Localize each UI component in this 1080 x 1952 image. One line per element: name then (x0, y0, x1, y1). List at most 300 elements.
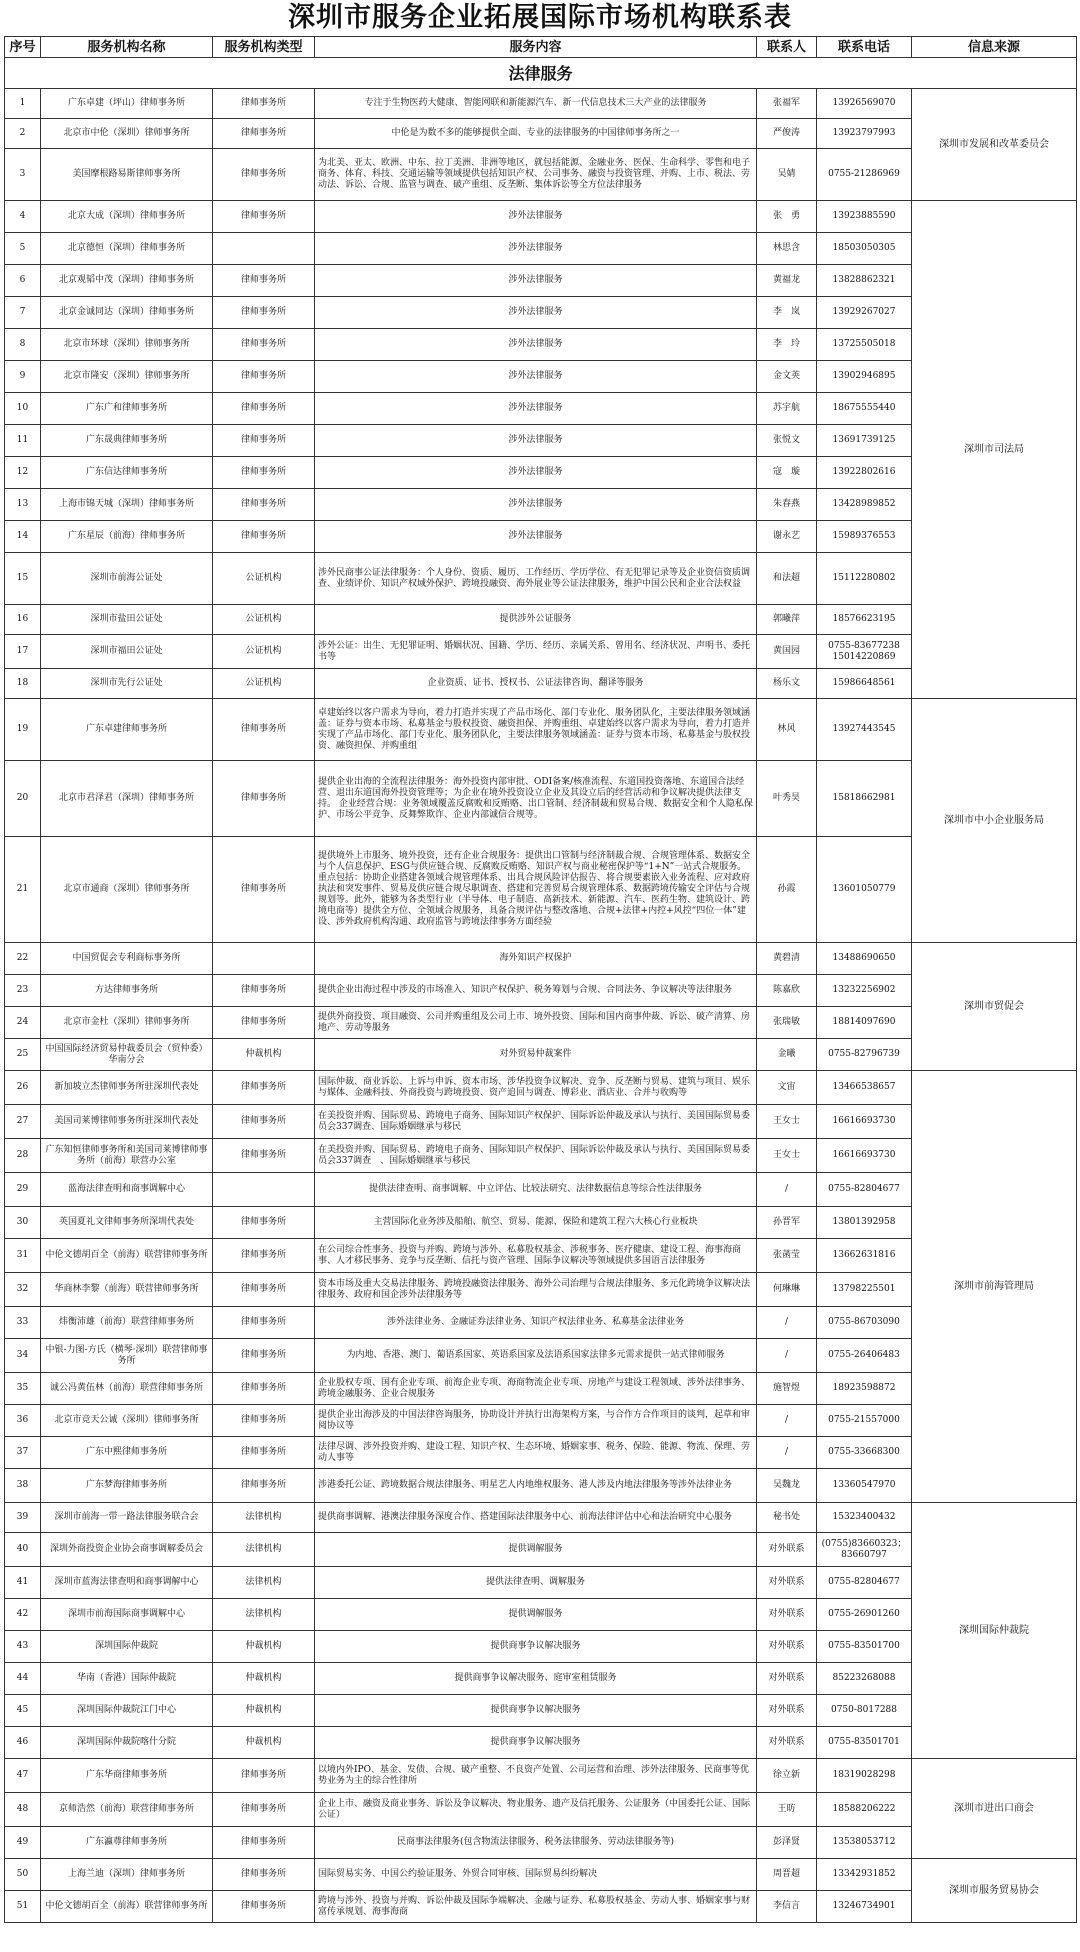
row-index: 24 (5, 1007, 41, 1039)
service-content: 涉外法律服务 (315, 521, 757, 553)
contact-person: 彭泽贤 (757, 1827, 817, 1859)
contact-phone: 0755-26406483 (817, 1339, 912, 1373)
contact-person: 张瑞敏 (757, 1007, 817, 1039)
org-name: 北京市金杜（深圳）律师事务所 (41, 1007, 213, 1039)
org-type: 律师事务所 (213, 149, 315, 201)
row-index: 51 (5, 1891, 41, 1923)
org-type: 律师事务所 (213, 1437, 315, 1469)
org-type: 律师事务所 (213, 393, 315, 425)
section-row (5, 58, 1077, 89)
service-content: 以境内外IPO、基金、发债、合规、破产重整、不良资产处置、公司运营和治理、涉外法律服务、民商事等优势业务为主的综合性律所 (315, 1759, 757, 1793)
contact-phone: 13342931852 (817, 1859, 912, 1891)
org-type: 公证机构 (213, 635, 315, 669)
org-type: 律师事务所 (213, 1469, 315, 1503)
row-index: 25 (5, 1039, 41, 1071)
service-content: 民商事法律服务(包含物流法律服务、税务法律服务、劳动法律服务等) (315, 1827, 757, 1859)
contact-phone: 0755-33668300 (817, 1437, 912, 1469)
org-type: 律师事务所 (213, 1339, 315, 1373)
contact-person: 何琳琳 (757, 1273, 817, 1307)
header-name: 服务机构名称 (41, 37, 213, 58)
contact-phone: 18675555440 (817, 393, 912, 425)
org-name: 广东梦海律师事务所 (41, 1469, 213, 1503)
row-index: 30 (5, 1207, 41, 1239)
org-type: 律师事务所 (213, 1105, 315, 1139)
org-type: 律师事务所 (213, 425, 315, 457)
row-index: 46 (5, 1727, 41, 1759)
contact-person: 林思含 (757, 233, 817, 265)
contact-person: 叶秀昊 (757, 761, 817, 837)
org-name: 广东晟典律师事务所 (41, 425, 213, 457)
service-content: 提供商事争议解决服务 (315, 1631, 757, 1663)
org-type: 律师事务所 (213, 265, 315, 297)
header-contact: 联系人 (757, 37, 817, 58)
org-name: 深圳国际仲裁院 (41, 1631, 213, 1663)
contact-phone: 0755-86703090 (817, 1307, 912, 1339)
row-index: 28 (5, 1139, 41, 1173)
contact-person: 严俊涛 (757, 119, 817, 149)
row-index: 39 (5, 1503, 41, 1533)
contact-person: 对外联系 (757, 1663, 817, 1695)
org-type (213, 943, 315, 975)
contact-phone: 0755-83501700 (817, 1631, 912, 1663)
service-content: 提供外商投资、项目融资、公司并购重组及公司上市、境外投资、国际和国内商事仲裁、诉讼、破产清算、房地产、劳动等服务 (315, 1007, 757, 1039)
service-content: 为北美、亚太、欧洲、中东、拉丁美洲、非洲等地区，就包括能源、金融业务、医保、生命科学、零售和电子商务、体育、科技、交通运输等领域提供包括知识产权、公司事务、融资与投资管理、并购、上市、税法、劳动法、诉讼、合规、监管与调查、破产重组、反垄断、集体诉讼等全方位法律服务 (315, 149, 757, 201)
row-index: 35 (5, 1373, 41, 1405)
contact-person: 李 岚 (757, 297, 817, 329)
org-type: 律师事务所 (213, 975, 315, 1007)
org-name: 上海市锦天城（深圳）律师事务所 (41, 489, 213, 521)
contact-person: 黄碧清 (757, 943, 817, 975)
org-type: 律师事务所 (213, 119, 315, 149)
row-index: 32 (5, 1273, 41, 1307)
header-source: 信息来源 (912, 37, 1077, 58)
contact-person: 施智煜 (757, 1373, 817, 1405)
row-index: 40 (5, 1533, 41, 1567)
service-content: 卓建始终以客户需求为导向，着力打造并实现了产品市场化、部门专业化、服务团队化，主要法律服务领域涵盖：证券与资本市场、私募基金与股权投资、融资担保、并购重组、卓建始终以客户需求为导向，着力打造并实现了产品市场化、部门专业化、服务团队化，主要法律服务领域涵盖：证券与资本市场、私募基金与股权投资、融资担保、并购重组 (315, 699, 757, 761)
service-content: 涉外法律服务 (315, 393, 757, 425)
contact-phone: 13798225501 (817, 1273, 912, 1307)
table-row (5, 1071, 1077, 1105)
contact-person: 徐立新 (757, 1759, 817, 1793)
contact-person: 郭曦萍 (757, 605, 817, 635)
contact-person: 朱春燕 (757, 489, 817, 521)
table-row (5, 1859, 1077, 1891)
contact-phone: 13232256902 (817, 975, 912, 1007)
org-name: 广东广和律师事务所 (41, 393, 213, 425)
info-source: 深圳市司法局 (912, 201, 1077, 699)
info-source: 深圳国际仲裁院 (912, 1503, 1077, 1759)
row-index: 10 (5, 393, 41, 425)
service-content: 在美投资并购、国际贸易、跨境电子商务、国际知识产权保护、国际诉讼仲裁及承认与执行、美国国际贸易委员会337调查、国际婚姻继承与移民 (315, 1105, 757, 1139)
row-index: 34 (5, 1339, 41, 1373)
row-index: 50 (5, 1859, 41, 1891)
org-name: 北京市环球（深圳）律师事务所 (41, 329, 213, 361)
org-name: 华商林李黎（前海）联营律师事务所 (41, 1273, 213, 1307)
contact-person: 金曦 (757, 1039, 817, 1071)
service-content: 涉外法律业务、金融证券法律业务、知识产权法律业务、私募基金法律业务 (315, 1307, 757, 1339)
contact-phone: 13801392958 (817, 1207, 912, 1239)
row-index: 11 (5, 425, 41, 457)
contact-phone: 0755-21286969 (817, 149, 912, 201)
table-header-row (5, 37, 1077, 58)
contact-phone: 18923598872 (817, 1373, 912, 1405)
contact-person: 金文英 (757, 361, 817, 393)
contact-phone: 18319028298 (817, 1759, 912, 1793)
service-content: 提供企业出海涉及的中国法律咨询服务，协助设计并执行出海架构方案，与合作方合作项目的谈判，起草和审阅协议等 (315, 1405, 757, 1437)
row-index: 27 (5, 1105, 41, 1139)
org-type: 公证机构 (213, 553, 315, 605)
contact-person: 和法超 (757, 553, 817, 605)
org-type: 律师事务所 (213, 521, 315, 553)
header-type: 服务机构类型 (213, 37, 315, 58)
org-name: 深圳市福田公证处 (41, 635, 213, 669)
row-index: 2 (5, 119, 41, 149)
contact-person: 杨乐文 (757, 669, 817, 699)
org-name: 北京市隆安（深圳）律师事务所 (41, 361, 213, 393)
service-content: 提供调解服务 (315, 1599, 757, 1631)
org-name: 深圳市前海国际商事调解中心 (41, 1599, 213, 1631)
row-index: 23 (5, 975, 41, 1007)
contact-phone: 18588206222 (817, 1793, 912, 1827)
service-content: 在美投资并购、国际贸易、跨境电子商务、国际知识产权保护、国际诉讼仲裁及承认与执行、美国国际贸易委员会337调查 、国际婚姻继承与移民 (315, 1139, 757, 1173)
contact-person: 张福军 (757, 89, 817, 119)
service-content: 涉港委托公证、跨境数据合规法律服务、明星艺人内地维权服务、港人涉及内地法律服务等涉外法律业务 (315, 1469, 757, 1503)
row-index: 49 (5, 1827, 41, 1859)
service-content: 涉外法律服务 (315, 233, 757, 265)
contact-phone: 0755-21557000 (817, 1405, 912, 1437)
row-index: 43 (5, 1631, 41, 1663)
contact-phone: 13922802616 (817, 457, 912, 489)
org-type: 律师事务所 (213, 1759, 315, 1793)
service-content: 涉外法律服务 (315, 425, 757, 457)
contact-person: 张菡莹 (757, 1239, 817, 1273)
info-source: 深圳市贸促会 (912, 943, 1077, 1071)
org-name: 北京市君泽君（深圳）律师事务所 (41, 761, 213, 837)
org-type: 律师事务所 (213, 89, 315, 119)
contact-person: 林风 (757, 699, 817, 761)
service-content: 企业上市、融资及商业事务、诉讼及争议解决、物业服务、遗产及信托服务、公证服务（中国委托公证、国际公证） (315, 1793, 757, 1827)
org-name: 深圳市盐田公证处 (41, 605, 213, 635)
service-content: 提供法律查明、调解服务 (315, 1567, 757, 1599)
contact-person: 吴婧 (757, 149, 817, 201)
row-index: 41 (5, 1567, 41, 1599)
org-name: 广东卓建（坪山）律师事务所 (41, 89, 213, 119)
service-content: 涉外法律服务 (315, 457, 757, 489)
contact-person: 吴魏龙 (757, 1469, 817, 1503)
row-index: 44 (5, 1663, 41, 1695)
org-type: 法律机构 (213, 1503, 315, 1533)
org-name: 中国贸促会专利商标事务所 (41, 943, 213, 975)
row-index: 22 (5, 943, 41, 975)
service-content: 国际贸易实务、中国公约验证服务、外贸合同审核、国际贸易纠纷解决 (315, 1859, 757, 1891)
org-type: 律师事务所 (213, 1405, 315, 1437)
header-index: 序号 (5, 37, 41, 58)
contact-person: 黄福龙 (757, 265, 817, 297)
contact-phone: 15112280802 (817, 553, 912, 605)
contact-person: 张 勇 (757, 201, 817, 233)
contact-person: / (757, 1405, 817, 1437)
contact-phone: 13360547970 (817, 1469, 912, 1503)
header-phone: 联系电话 (817, 37, 912, 58)
org-name: 北京观韬中茂（深圳）律师事务所 (41, 265, 213, 297)
contact-phone: 85223268088 (817, 1663, 912, 1695)
contact-phone: 0755-83677238 15014220869 (817, 635, 912, 669)
contact-phone: 0755-83501701 (817, 1727, 912, 1759)
row-index: 9 (5, 361, 41, 393)
contact-phone: 18814097690 (817, 1007, 912, 1039)
contact-person: 王女士 (757, 1139, 817, 1173)
row-index: 12 (5, 457, 41, 489)
org-name: 中国国际经济贸易仲裁委员会（贸仲委）华南分会 (41, 1039, 213, 1071)
contact-phone: 15986648561 (817, 669, 912, 699)
org-name: 深圳市前海公证处 (41, 553, 213, 605)
contact-phone: 0755-82804677 (817, 1567, 912, 1599)
org-type: 律师事务所 (213, 1239, 315, 1273)
row-index: 15 (5, 553, 41, 605)
org-type: 律师事务所 (213, 1793, 315, 1827)
org-type: 法律机构 (213, 1567, 315, 1599)
org-type: 公证机构 (213, 669, 315, 699)
service-content: 国际仲裁、商业诉讼、上诉与申诉、资本市场、涉华投资争议解决、竞争、反垄断与贸易、建筑与项目、娱乐与媒体、金融科技、外商投资与跨境投资、资产追回与调查、博彩业、酒店业、合并与收购等 (315, 1071, 757, 1105)
row-index: 13 (5, 489, 41, 521)
org-type: 律师事务所 (213, 761, 315, 837)
org-name: 上海兰迪（深圳）律师事务所 (41, 1859, 213, 1891)
org-type: 仲裁机构 (213, 1727, 315, 1759)
table-row (5, 699, 1077, 761)
service-content: 企业股权专项、国有企业专项、前海企业专项、海商物流企业专项、房地产与建设工程领域、涉外法律事务、跨境金融服务、企业合规服务 (315, 1373, 757, 1405)
row-index: 6 (5, 265, 41, 297)
org-name: 广东知恒律师事务所和美国司莱博律师事务所（前海）联营办公室 (41, 1139, 213, 1173)
org-name: 北京市中伦（深圳）律师事务所 (41, 119, 213, 149)
service-content: 在公司综合性事务、投资与并购、跨境与涉外、私募股权基金、涉税事务、医疗健康、建设工程、海事海商事、人才移民事务、竞争与反垄断、信托与资产管理、国际争议解决等领域提供多国语言法律服务 (315, 1239, 757, 1273)
org-name: 方达律师事务所 (41, 975, 213, 1007)
org-name: 北京市竞天公诚（深圳）律师事务所 (41, 1405, 213, 1437)
section-title: 法律服务 (5, 58, 1077, 89)
contact-person: 李信言 (757, 1891, 817, 1923)
org-type: 律师事务所 (213, 489, 315, 521)
org-type: 律师事务所 (213, 1139, 315, 1173)
org-name: 诚公冯黄伍林（前海）联营律师事务所 (41, 1373, 213, 1405)
service-content: 企业资质、证书、授权书、公证法律咨询、翻译等服务 (315, 669, 757, 699)
contact-person: 周晋超 (757, 1859, 817, 1891)
service-content: 主营国际化业务涉及船舶、航空、贸易、能源、保险和建筑工程六大核心行业板块 (315, 1207, 757, 1239)
contact-person: / (757, 1437, 817, 1469)
org-type: 仲裁机构 (213, 1695, 315, 1727)
service-content: 对外贸易仲裁案件 (315, 1039, 757, 1071)
contact-person: 对外联系 (757, 1599, 817, 1631)
org-type: 仲裁机构 (213, 1039, 315, 1071)
table-row (5, 1759, 1077, 1793)
org-name: 蓝海法律查明和商事调解中心 (41, 1173, 213, 1207)
row-index: 31 (5, 1239, 41, 1273)
contact-person: 王昉 (757, 1793, 817, 1827)
row-index: 4 (5, 201, 41, 233)
service-content: 提供商事争议解决服务、庭审室租赁服务 (315, 1663, 757, 1695)
row-index: 26 (5, 1071, 41, 1105)
contact-phone: 13466538657 (817, 1071, 912, 1105)
org-type: 律师事务所 (213, 201, 315, 233)
contact-phone: 13923797993 (817, 119, 912, 149)
contact-phone: 18576623195 (817, 605, 912, 635)
contact-person: 陈嘉欣 (757, 975, 817, 1007)
service-content: 提供商事争议解决服务 (315, 1727, 757, 1759)
org-name: 广东信达律师事务所 (41, 457, 213, 489)
contact-phone: 13828862321 (817, 265, 912, 297)
org-name: 广东卓建律师事务所 (41, 699, 213, 761)
contact-phone: 13428989852 (817, 489, 912, 521)
contact-phone: (0755)83660323；83660797 (817, 1533, 912, 1567)
contact-person: 王女士 (757, 1105, 817, 1139)
contact-person: 黄国园 (757, 635, 817, 669)
service-content: 涉外公证：出生、无犯罪证明、婚姻状况、国籍、学历、经历、亲属关系、曾用名、经济状况、声明书、委托书等 (315, 635, 757, 669)
service-content: 法律尽调、涉外投资并购、建设工程、知识产权、生态环境、婚姻家事、税务、保险、能源、物流、保理、劳动人事等 (315, 1437, 757, 1469)
row-index: 14 (5, 521, 41, 553)
org-type: 律师事务所 (213, 1071, 315, 1105)
org-type: 律师事务所 (213, 1373, 315, 1405)
table-row (5, 943, 1077, 975)
row-index: 33 (5, 1307, 41, 1339)
contact-phone: 15323400432 (817, 1503, 912, 1533)
org-name: 广东星辰（前海）律师事务所 (41, 521, 213, 553)
table-row (5, 89, 1077, 119)
service-content: 提供法律查明、商事调解、中立评估、比较法研究、法律数据信息等综合性法律服务 (315, 1173, 757, 1207)
org-name: 新加坡立杰律师事务所驻深圳代表处 (41, 1071, 213, 1105)
org-name: 深圳国际仲裁院喀什分院 (41, 1727, 213, 1759)
org-name: 美国司莱博律师事务所驻深圳代表处 (41, 1105, 213, 1139)
contact-person: 李 玲 (757, 329, 817, 361)
row-index: 37 (5, 1437, 41, 1469)
org-type: 法律机构 (213, 1599, 315, 1631)
contact-person: 孙霞 (757, 837, 817, 943)
org-type: 公证机构 (213, 605, 315, 635)
org-type: 律师事务所 (213, 329, 315, 361)
row-index: 20 (5, 761, 41, 837)
service-content: 涉外法律服务 (315, 265, 757, 297)
service-content: 提供境外上市服务、境外投资，还有企业合规服务：提供出口管制与经济制裁合规、合规管理体系、数据安全与个人信息保护、ESG与供应链合规、反腐败反贿赂、知识产权与商业秘密保护等“1+N”一站式合规服务。重点包括：协助企业搭建各领域合规管理体系、出具合规风险评估报告、将合规要素嵌入业务流程、应对政府执法和突发事件、贸易及供应链合规尽职调查、搭建和完善贸易合规管理体系、数据跨境传输安全评估与合规规划等。此外，能够为各类型行业（半导体、电子制造、高新技术、新能源、汽车、医药生物、建筑设计、跨境电商等）提供全方位、全领域合规服务，具备合规评估与整改落地、合规+法律+内控+风控“四位一体”建设、涉外政府机构沟通、政府监管与跨境法律事务方面经验 (315, 837, 757, 943)
contact-person: 谢永艺 (757, 521, 817, 553)
contact-phone: 0755-82804677 (817, 1173, 912, 1207)
service-content: 提供商事争议解决服务 (315, 1695, 757, 1727)
org-type: 仲裁机构 (213, 1663, 315, 1695)
info-source: 深圳市服务贸易协会 (912, 1859, 1077, 1923)
org-name: 北京市通商（深圳）律师事务所 (41, 837, 213, 943)
table-row (5, 201, 1077, 233)
header-content: 服务内容 (315, 37, 757, 58)
org-name: 北京金诚同达（深圳）律师事务所 (41, 297, 213, 329)
contact-person: 寇 璇 (757, 457, 817, 489)
org-type: 律师事务所 (213, 1827, 315, 1859)
contact-person: 张悦文 (757, 425, 817, 457)
contact-phone: 13929267027 (817, 297, 912, 329)
row-index: 3 (5, 149, 41, 201)
contact-person: / (757, 1173, 817, 1207)
org-name: 广东瀛尊律师事务所 (41, 1827, 213, 1859)
contact-person: 对外联系 (757, 1631, 817, 1663)
org-type: 律师事务所 (213, 1891, 315, 1923)
org-type: 仲裁机构 (213, 1631, 315, 1663)
row-index: 7 (5, 297, 41, 329)
contact-person: / (757, 1307, 817, 1339)
contact-person: 对外联系 (757, 1533, 817, 1567)
org-type: 律师事务所 (213, 1007, 315, 1039)
info-source: 深圳市中小企业服务局 (912, 699, 1077, 943)
service-content: 提供商事调解、港澳法律服务深度合作、搭建国际法律服务中心、前海法律评估中心和法治研究中心服务 (315, 1503, 757, 1533)
service-content: 涉外民商事公证法律服务：个人身份、资质、履历、工作经历、学历学位、有无犯罪记录等及企业资信资质调查、业绩评价、知识产权域外保护、跨境投融资、海外展业等公证法律服务，维护中国公民和企业合法权益 (315, 553, 757, 605)
org-type: 律师事务所 (213, 1273, 315, 1307)
service-content: 提供企业出海的全流程法律服务：海外投资内部审批、ODI备案/核准流程、东道国投资落地、东道国合法经营、退出东道国海外投资管理等；为企业在境外投资设立企业及其设立后的经营活动和争议解决提供法律支持。 企业经营合规：业务领域覆盖反腐败和反贿赂、出口管制、经济制裁和贸易合规、数据安全和个人隐私保护、市场公平竞争、反舞弊欺诈、企业内部诚信合规等。 (315, 761, 757, 837)
row-index: 5 (5, 233, 41, 265)
row-index: 45 (5, 1695, 41, 1727)
org-type (213, 233, 315, 265)
service-content: 为内地、香港、澳门、葡语系国家、英语系国家及法语系国家法律多元需求提供一站式律师服务 (315, 1339, 757, 1373)
contact-phone: 0750-8017288 (817, 1695, 912, 1727)
service-content: 海外知识产权保护 (315, 943, 757, 975)
org-name: 深圳市先行公证处 (41, 669, 213, 699)
contact-phone: 13691739125 (817, 425, 912, 457)
contact-phone: 13725505018 (817, 329, 912, 361)
contact-phone: 0755-26901260 (817, 1599, 912, 1631)
contact-phone: 13601050779 (817, 837, 912, 943)
service-content: 提供调解服务 (315, 1533, 757, 1567)
contact-person: 对外联系 (757, 1727, 817, 1759)
service-content: 涉外法律服务 (315, 297, 757, 329)
contact-phone: 13538053712 (817, 1827, 912, 1859)
service-content: 跨境与涉外、投资与并购、诉讼仲裁及国际争端解决、金融与证券、私募股权基金、劳动人事、婚姻家事与财富传承规划、海事海商 (315, 1891, 757, 1923)
contact-phone: 13902946895 (817, 361, 912, 393)
service-content: 中伦是为数不多的能够提供全面、专业的法律服务的中国律师事务所之一 (315, 119, 757, 149)
org-name: 京师浩然（前海）联营律师事务所 (41, 1793, 213, 1827)
service-content: 涉外法律服务 (315, 329, 757, 361)
service-content: 资本市场及重大交易法律服务、跨境投融资法律服务、海外公司治理与合规法律服务、多元化跨境争议解决法律服务、政府和国企涉外法律服务等 (315, 1273, 757, 1307)
org-name: 广东中熙律师事务所 (41, 1437, 213, 1469)
contact-phone: 13923885590 (817, 201, 912, 233)
contact-phone: 15989376553 (817, 521, 912, 553)
contact-person: / (757, 1339, 817, 1373)
org-name: 中伦文德胡百全（前海）联营律师事务所 (41, 1891, 213, 1923)
org-name: 广东华商律师事务所 (41, 1759, 213, 1793)
org-type: 律师事务所 (213, 699, 315, 761)
org-type: 法律机构 (213, 1533, 315, 1567)
contact-person: 孙晋军 (757, 1207, 817, 1239)
row-index: 47 (5, 1759, 41, 1793)
row-index: 17 (5, 635, 41, 669)
org-name: 英国夏礼文律师事务所深圳代表处 (41, 1207, 213, 1239)
org-type (213, 1173, 315, 1207)
row-index: 29 (5, 1173, 41, 1207)
org-name: 北京德恒（深圳）律师事务所 (41, 233, 213, 265)
org-type: 律师事务所 (213, 361, 315, 393)
service-content: 涉外法律服务 (315, 489, 757, 521)
org-name: 北京大成（深圳）律师事务所 (41, 201, 213, 233)
contact-person: 秘书处 (757, 1503, 817, 1533)
row-index: 18 (5, 669, 41, 699)
org-type: 律师事务所 (213, 1859, 315, 1891)
contact-phone: 13926569070 (817, 89, 912, 119)
row-index: 36 (5, 1405, 41, 1437)
contact-person: 苏宇航 (757, 393, 817, 425)
contact-person: 对外联系 (757, 1695, 817, 1727)
org-type: 律师事务所 (213, 1307, 315, 1339)
row-index: 16 (5, 605, 41, 635)
org-name: 深圳国际仲裁院江门中心 (41, 1695, 213, 1727)
contact-phone: 16616693730 (817, 1139, 912, 1173)
contact-phone: 16616693730 (817, 1105, 912, 1139)
org-name: 美国摩根路易斯律师事务所 (41, 149, 213, 201)
row-index: 8 (5, 329, 41, 361)
service-content: 提供企业出海过程中涉及的市场准入、知识产权保护、税务筹划与合规、合同法务、争议解决等法律服务 (315, 975, 757, 1007)
row-index: 48 (5, 1793, 41, 1827)
org-type: 律师事务所 (213, 297, 315, 329)
